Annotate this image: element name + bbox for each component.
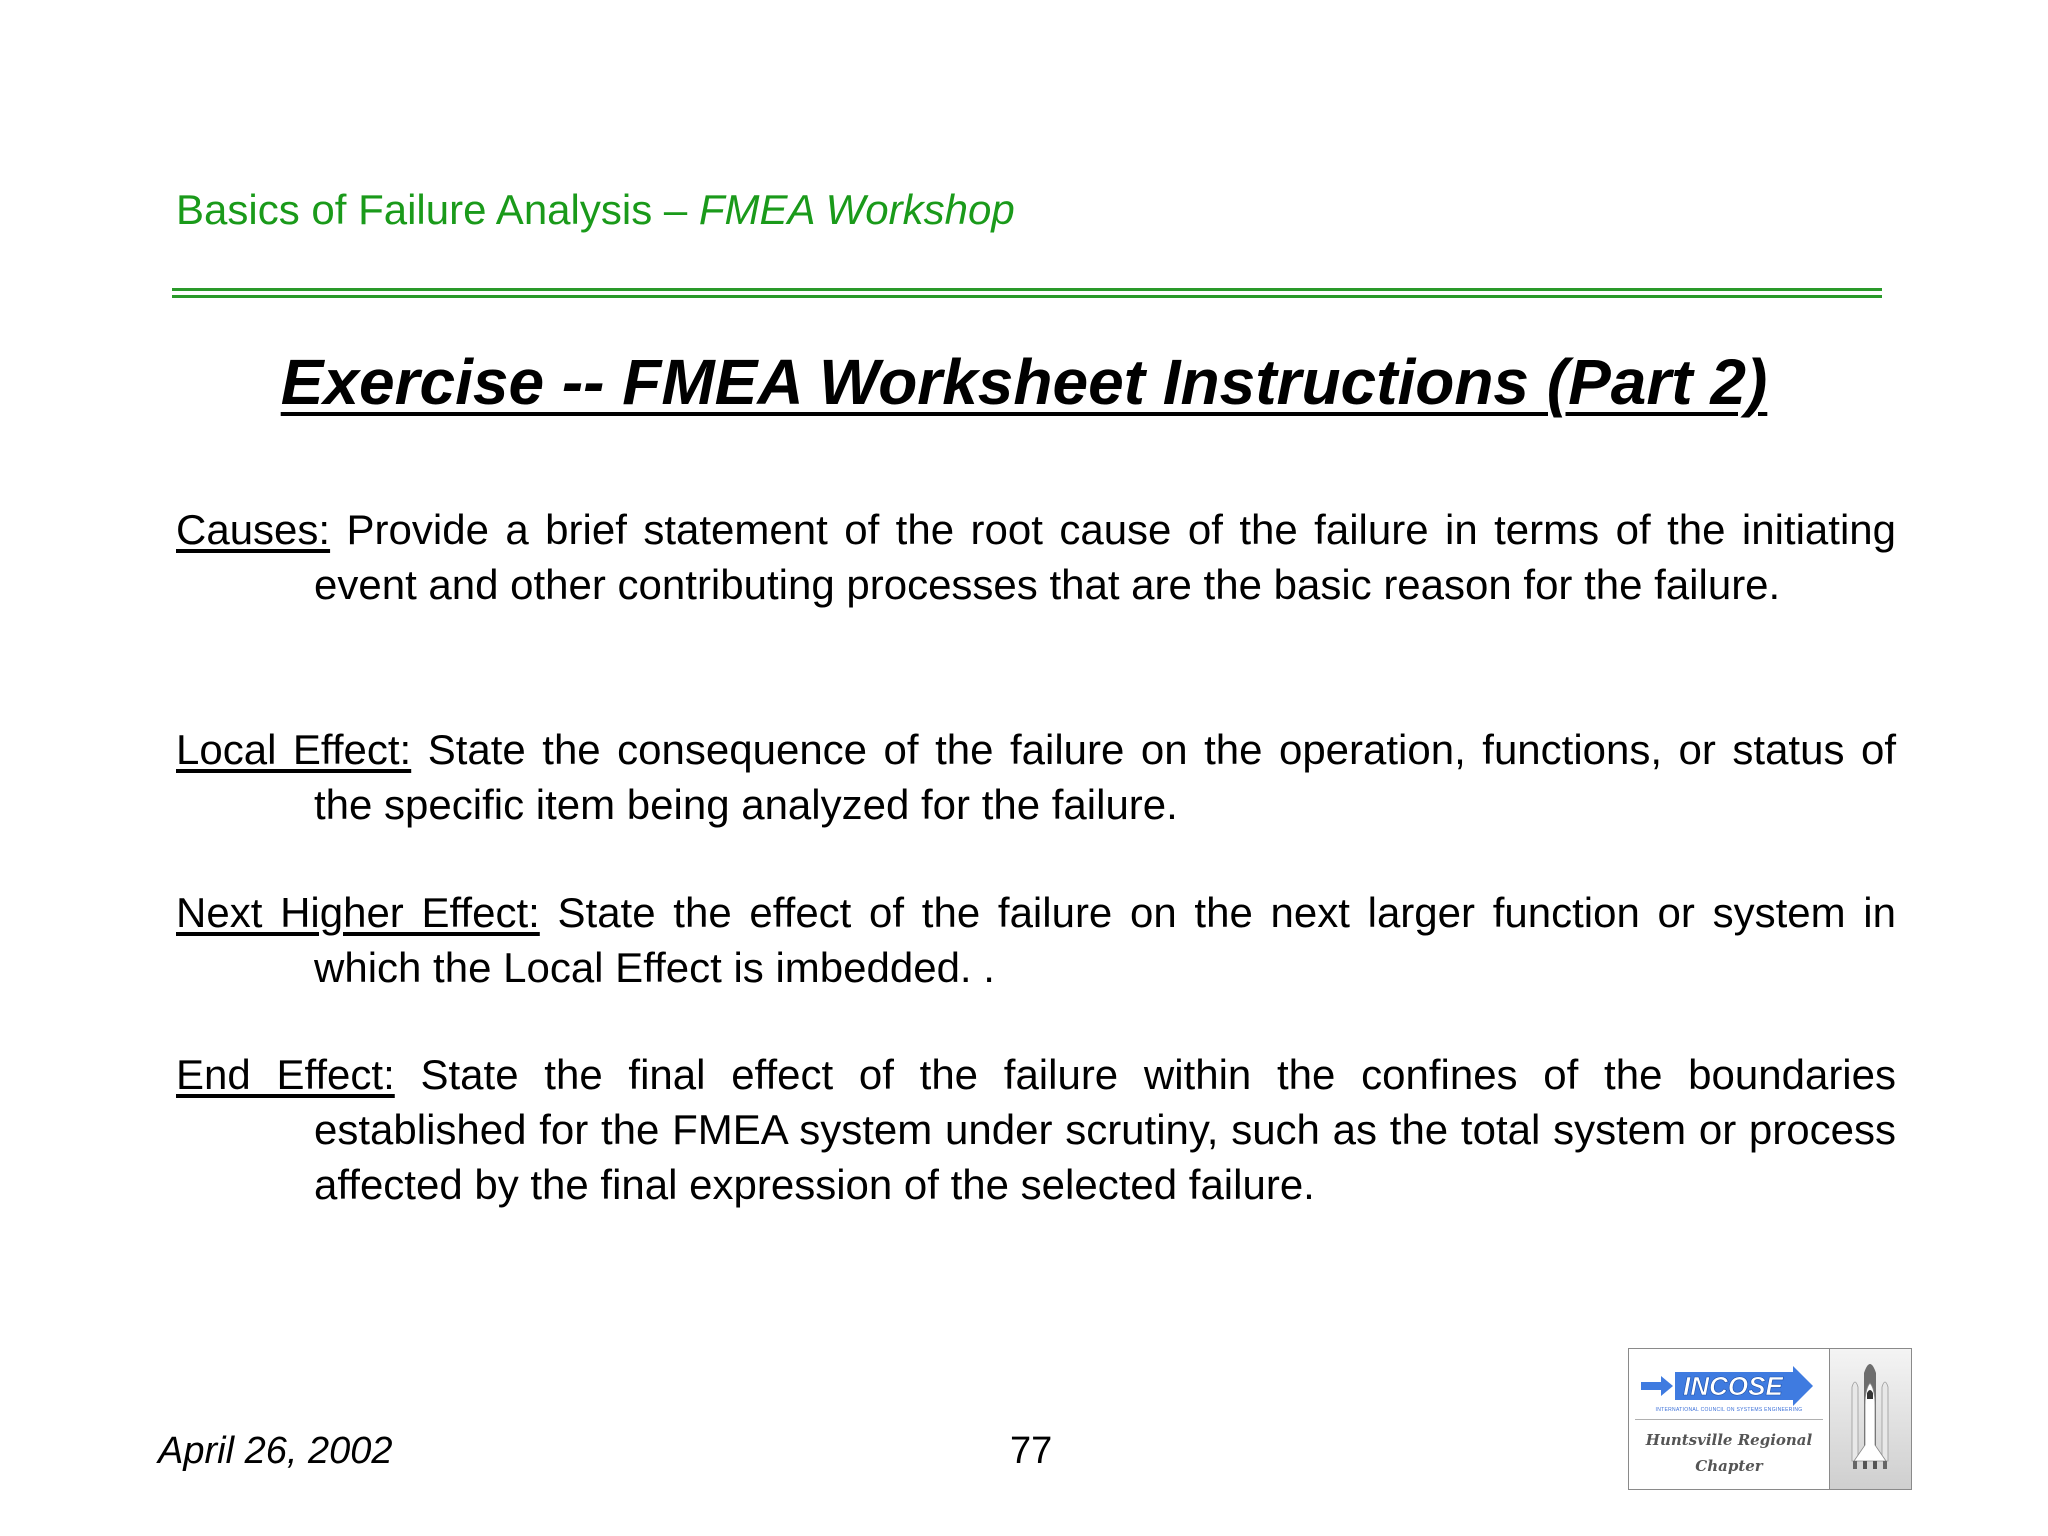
shuttle-panel [1830,1349,1911,1489]
entry-term: Local Effect: [176,726,412,773]
incose-wordmark: INCOSE [1683,1371,1783,1401]
header-title-subtitle: FMEA Workshop [698,186,1015,233]
chapter-caption-line2: Chapter [1695,1457,1763,1475]
entry-local-effect [176,722,1896,832]
header-rule-bottom [172,295,1882,298]
incose-chapter-logo [1628,1348,1912,1490]
entry-term: Next Higher Effect: [176,889,540,936]
entry-text: Provide a brief statement of the root cause of the failure in terms of the initiating event and other contributing processes that are the basic reason for the failure. [314,506,1896,608]
entry-text: State the consequence of the failure on the operation, functions, or status of the specific item being analyzed for the failure. [314,726,1896,828]
chapter-caption-line1: Huntsville Regional [1645,1431,1813,1449]
entry-term: Causes: [176,506,331,553]
entry-text: State the final effect of the failure within the confines of the boundaries established for the FMEA system under scrutiny, such as the total system or process affected by the final expression of the selected failure. [314,1051,1896,1208]
footer-date: April 26, 2002 [158,1430,393,1472]
header-title-main: Basics of Failure Analysis – [176,186,699,233]
entry-term: End Effect: [176,1051,395,1098]
slide-title: Exercise -- FMEA Worksheet Instructions (Part 2) [280,346,1768,418]
incose-arrow-logo [1629,1355,1829,1415]
entry-end-effect [176,1047,1896,1212]
page-number: 77 [1010,1430,1053,1472]
header-title [176,186,1015,234]
header-rule-top [172,288,1882,291]
incose-tagline: INTERNATIONAL COUNCIL ON SYSTEMS ENGINEERING [1655,1407,1803,1413]
entry-causes [176,502,1896,612]
logo-divider [1635,1419,1823,1420]
incose-logo-panel [1629,1349,1830,1489]
chapter-caption [1629,1427,1829,1479]
space-shuttle-icon [1830,1349,1911,1489]
entry-text: State the effect of the failure on the next larger function or system in which the Local Effect is imbedded. . [314,889,1896,991]
entry-next-higher-effect [176,885,1896,995]
